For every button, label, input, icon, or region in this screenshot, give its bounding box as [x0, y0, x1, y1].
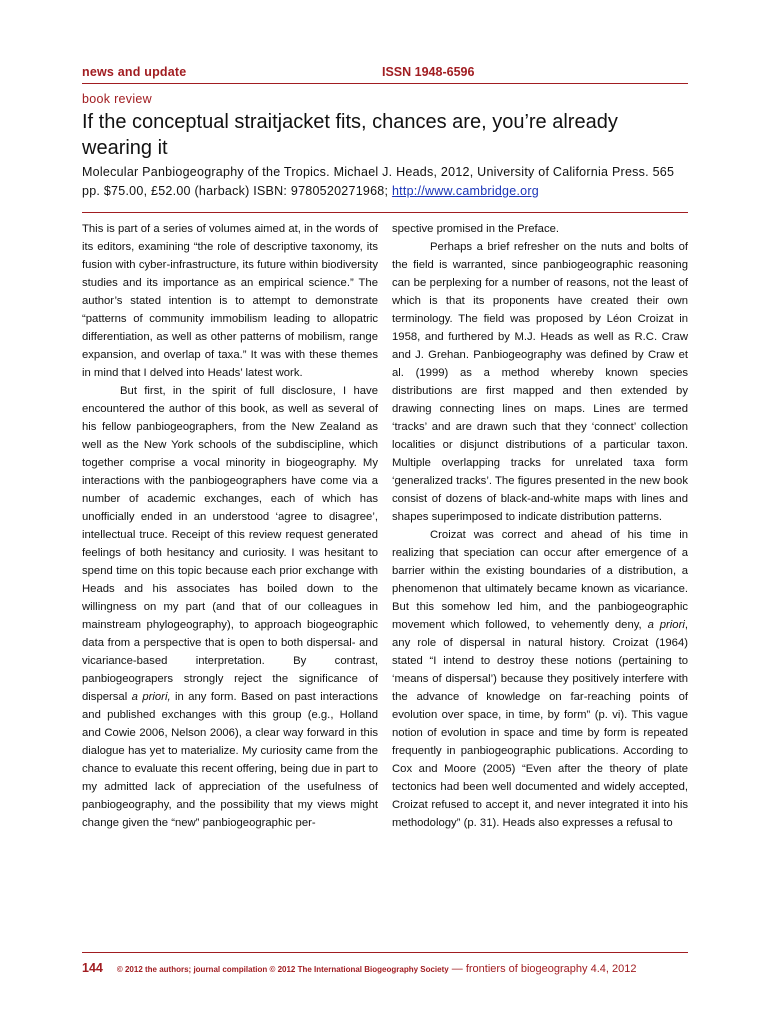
paragraph: This is part of a series of volumes aimed at, in the words of its editors, examining “the role of descriptive taxonomy, its fusion with cyber-infrastructure, its future within biodiversity studies and its importance as an empirical science.” The author’s stated intention is to attempt to demonstrate “patterns of community immobilism leading to allopatric differentiation, as well as other patterns of mobilism, range expansion, and overlap of taxa.” It was with these themes in mind that I delved into Heads’ latest work.	[82, 223, 378, 379]
paragraph: spective promised in the Preface.	[392, 223, 560, 235]
paragraph-text: in any form. Based on past interactions and published exchanges with this group (e.g., Holland and Cowie 2006, Nelson 2006), a clear way forward in this dialogue has yet to materialize. My curiosity came from the chance to evaluate this recent offering, being due in part to my admitted lack of appreciation of the usefulness of panbiogeography, and the possibility that my views might change given the “new” panbiogeographic per-	[82, 691, 378, 829]
copyright-notice: © 2012 the authors; journal compilation © 2012 The International Biogeography Society	[116, 965, 449, 974]
paragraph-text: Croizat was correct and ahead of his time in realizing that speciation can occur after emergence of a barrier within the existing boundaries of a distribution, a phenomenon that ultimately became known as vicariance. But this somehow led him, and the panbiogeographic movement which followed, to vehemently deny,	[392, 529, 688, 631]
footer-divider	[82, 952, 688, 953]
italic-text: a priori	[647, 619, 685, 631]
paragraph	[82, 382, 378, 832]
body-column-left	[82, 220, 378, 832]
italic-text: a priori,	[131, 691, 171, 703]
page-number: 144	[82, 961, 103, 975]
journal-name: — frontiers of biogeography 4.4, 2012	[448, 963, 637, 975]
article-category: book review	[82, 92, 152, 106]
body-column-right	[392, 220, 688, 832]
paragraph-text: But first, in the spirit of full disclosure, I have encountered the author of this book, as well as several of his fellow panbiogeographers, from the New Zealand as well as the New York schools of the subdiscipline, which together comprise a vocal minority in biogeography. My interactions with the panbiogeographers have come via a number of academic exchanges, each of which has unofficially ended in an understood ‘agree to disagree’, intellectual truce. Receipt of this review request generated feelings of both hesitancy and curiosity. I was hesitant to spend time on this topic because each prior exchange with Heads and his associates has boiled down to the willingness on my part (and that of our colleagues in mainstream phylogeography), to approach biogeographic data from a perspective that is open to both dispersal- and vicariance-based interpretation. By contrast, panbiogeograpers strongly reject the significance of dispersal	[82, 385, 378, 703]
publisher-link[interactable]: http://www.cambridge.org	[391, 184, 539, 198]
citation-text: Molecular Panbiogeography of the Tropics. Michael J. Heads, 2012, University of California Press. 565 pp. $75.00, £52.00 (harback) ISBN: 9780520271968;	[82, 165, 675, 198]
paragraph: Perhaps a brief refresher on the nuts and bolts of the field is warranted, since panbiogeographic reasoning can be perplexing for a number of reasons, not the least of which is that its proponents have created their own terminology. The field was proposed by Léon Croizat in 1958, and furthered by M.J. Heads as well as R.C. Craw and J. Grehan. Panbiogeography was defined by Craw et al. (1999) as a method whereby known species distributions are first mapped and then extended by drawing connecting lines on maps. Lines are termed ‘tracks’ and are drawn such that they ‘connect’ collection localities or disjunct distributions of a particular taxon. Multiple overlapping tracks for unrelated taxa form ‘generalized tracks’. The figures presented in the new book consist of dozens of black-and-white maps with lines and shapes superimposed to indicate distribution patterns.	[392, 241, 688, 523]
title-divider	[82, 212, 688, 213]
header-section-label: news and update	[82, 65, 187, 79]
page-footer	[82, 959, 702, 981]
book-citation	[82, 163, 688, 201]
article-title: If the conceptual straitjacket fits, chances are, you’re already wearing it	[82, 111, 618, 159]
running-header	[82, 65, 688, 84]
paragraph-text: , any role of dispersal in natural history. Croizat (1964) stated “I intend to destroy these notions (pertaining to ‘means of dispersal’) because they positively interfere with the advance of knowledge on far-reaching points of evolution over space, in time, by form” (p. vi). This vague notion of evolution in space and time by form is repeated frequently in panbiogeographic publications. According to Cox and Moore (2005) “Even after the theory of plate tectonics had been well documented and widely accepted, Croizat refused to accept it, and never integrated it into his methodology” (p. 31). Heads also expresses a refusal to	[392, 619, 689, 829]
paragraph	[392, 526, 688, 832]
header-issn: ISSN 1948-6596	[382, 65, 475, 79]
